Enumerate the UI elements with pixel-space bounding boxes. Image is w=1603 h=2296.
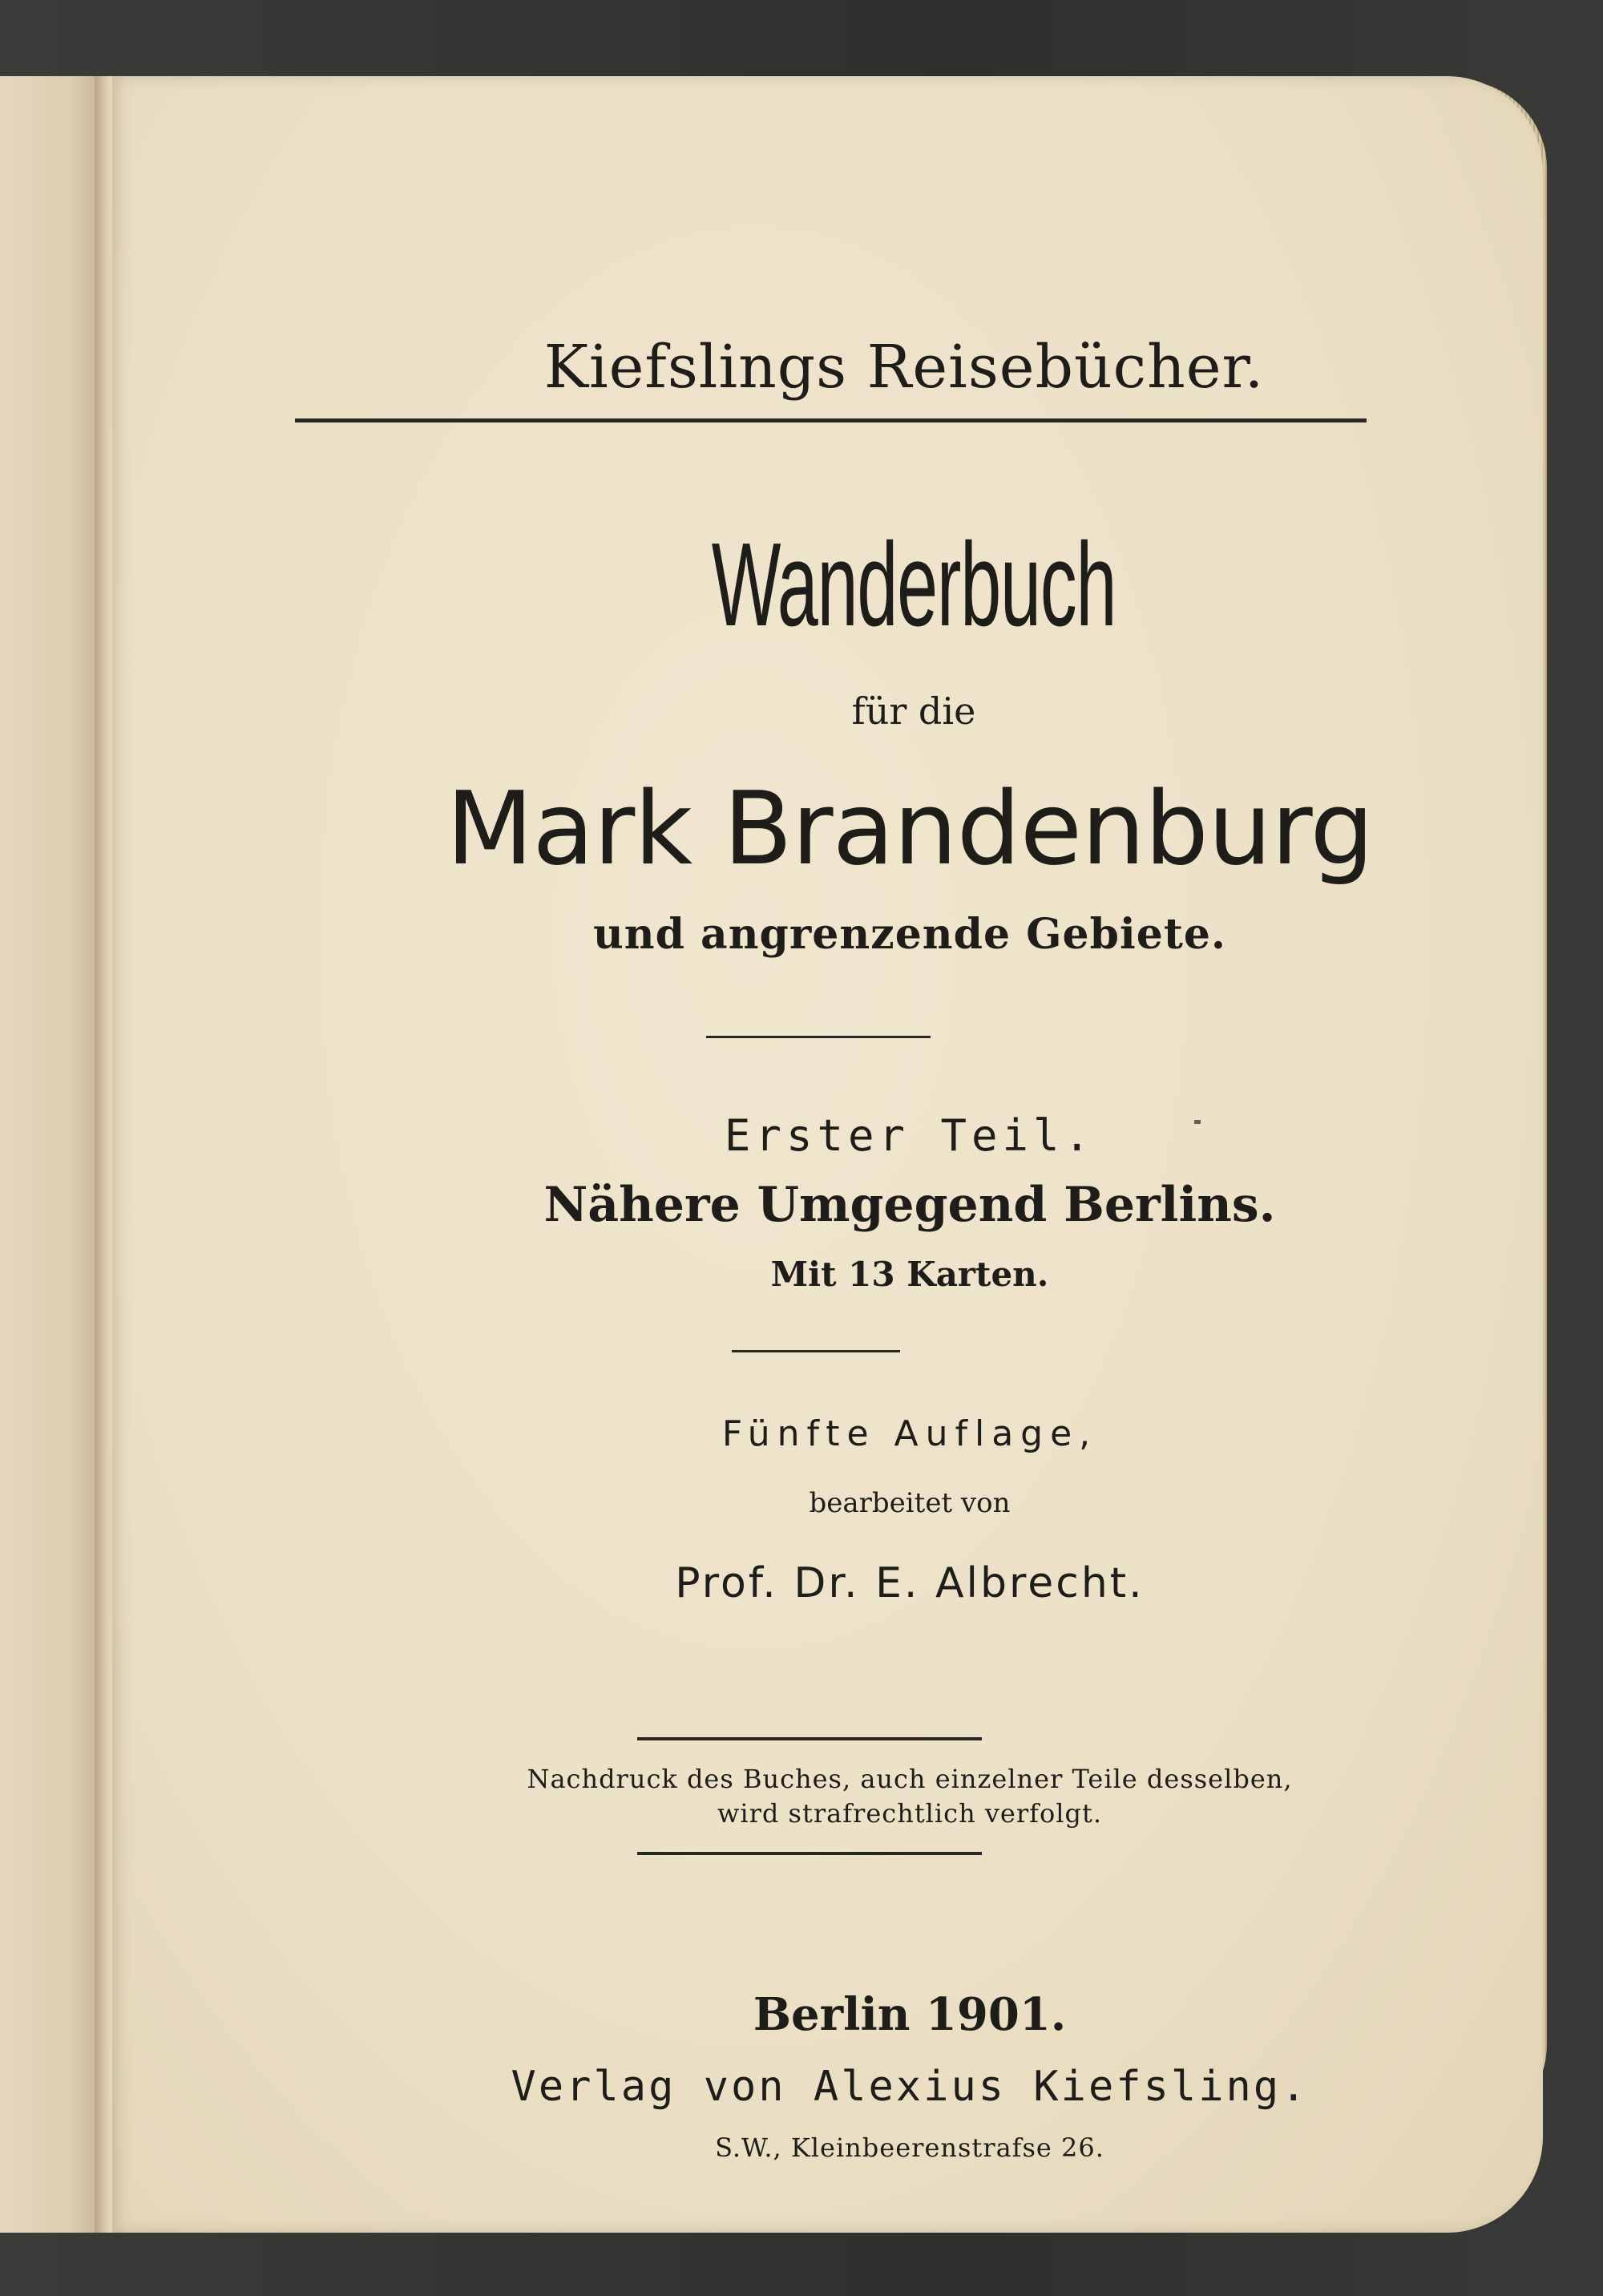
author-name: Prof. Dr. E. Albrecht. [675, 1559, 1145, 1607]
notice-rule-bottom [637, 1852, 982, 1855]
copyright-notice-line-1: Nachdruck des Buches, auch einzelner Teile desselben, [527, 1764, 1293, 1794]
book-gutter [95, 76, 112, 2233]
book-title: Wanderbuch [711, 519, 1116, 651]
part-label: Erster Teil. [724, 1110, 1096, 1161]
place-and-year: Berlin 1901. [753, 1988, 1067, 2041]
divider-2 [732, 1350, 900, 1352]
for-the-text: für die [851, 689, 976, 733]
area-title: Nähere Umgegend Berlins. [543, 1177, 1276, 1233]
title-page [108, 76, 1543, 2233]
maps-count: Mit 13 Karten. [770, 1255, 1049, 1294]
edition-label: Fünfte Auflage, [721, 1413, 1098, 1454]
subtitle: und angrenzende Gebiete. [592, 910, 1227, 959]
print-speck-mark [1194, 1120, 1201, 1124]
edited-by-label: bearbeitet von [809, 1487, 1011, 1519]
series-rule [295, 418, 1367, 422]
region-title: Mark Brandenburg [446, 770, 1374, 887]
notice-rule-top [637, 1737, 982, 1740]
publisher-name: Verlag von Alexius Kiefsling. [511, 2063, 1309, 2111]
series-title: Kiefslings Reisebücher. [543, 333, 1265, 402]
copyright-notice-line-2: wird strafrechtlich verfolgt. [717, 1798, 1103, 1829]
left-page-edge [0, 76, 100, 2233]
publisher-address: S.W., Kleinbeerenstrafse 26. [715, 2132, 1104, 2163]
divider-1 [706, 1036, 931, 1038]
